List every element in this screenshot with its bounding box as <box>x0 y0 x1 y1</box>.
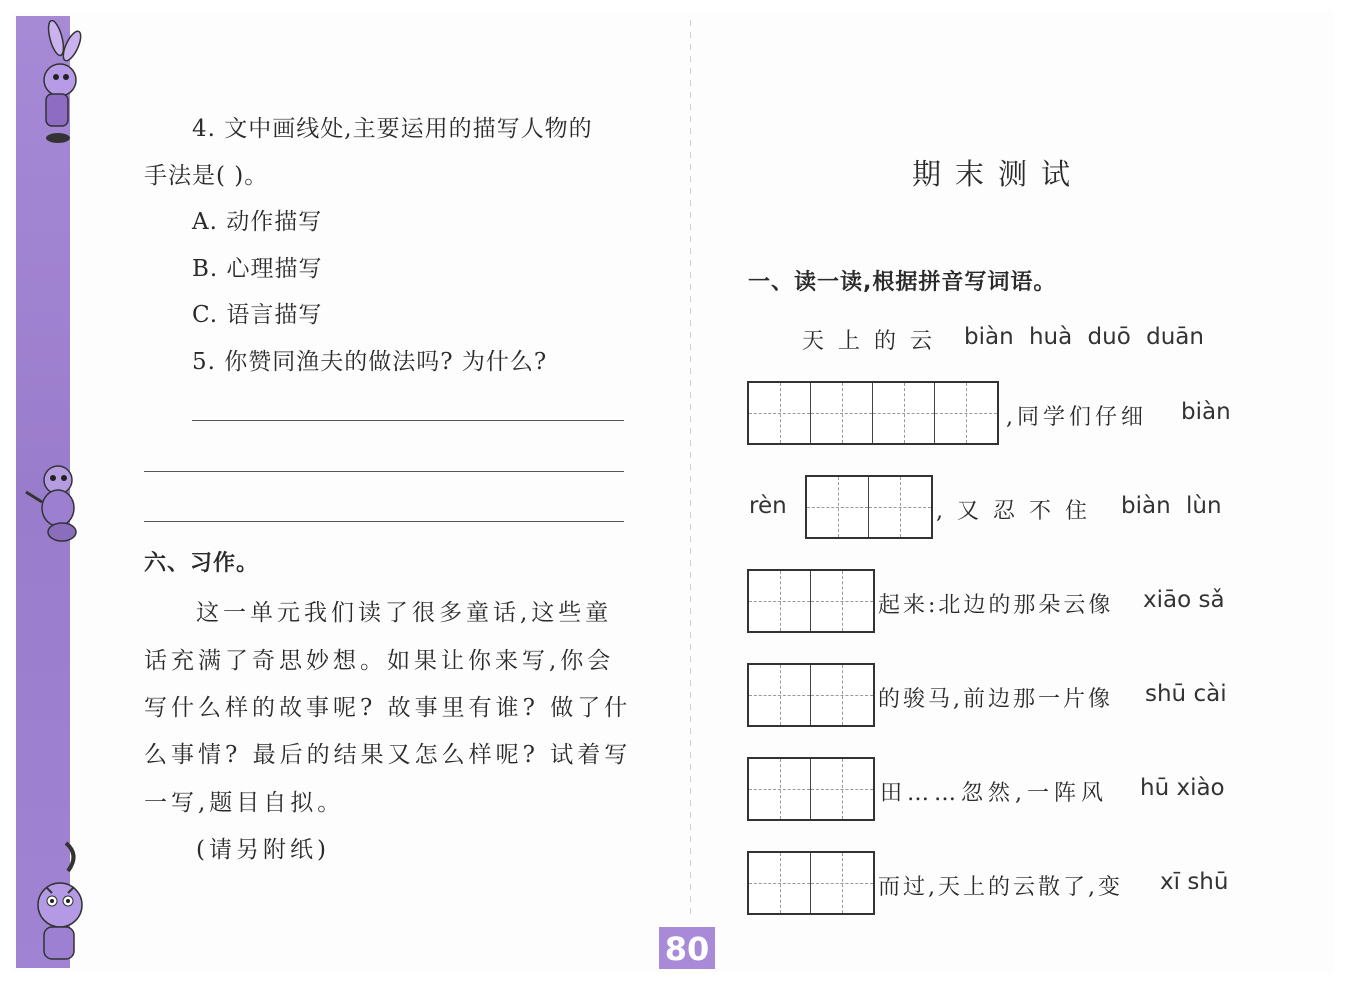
essay-line: 一写,题目自拟。 <box>144 790 345 816</box>
page-title: 期末测试 <box>912 157 1085 191</box>
pinyin-prompt: biàn lùn <box>1121 493 1222 519</box>
essay-line: 写什么样的故事呢? 故事里有谁? 做了什 <box>144 695 632 721</box>
pinyin-prompt: rèn <box>749 493 787 519</box>
grid-cell[interactable] <box>807 477 869 537</box>
question-5: 5. 你赞同渔夫的做法吗? 为什么? <box>192 349 548 375</box>
rabbit-sticker-icon <box>16 20 90 145</box>
sentence-text: 天上的云 <box>802 329 947 354</box>
answer-grid-4[interactable] <box>747 381 999 445</box>
sentence-text: 田……忽然,一阵风 <box>880 781 1108 806</box>
pinyin-prompt: xī shū <box>1160 869 1229 895</box>
tiger-sticker-icon <box>16 835 90 968</box>
section-1-heading: 一、读一读,根据拼音写词语。 <box>748 270 1057 295</box>
pinyin-prompt: biàn <box>1181 399 1231 425</box>
page-number-badge: 80 <box>659 927 715 969</box>
essay-line: 这一单元我们读了很多童话,这些童 <box>196 600 613 626</box>
answer-grid-2[interactable] <box>805 475 933 539</box>
grid-cell[interactable] <box>811 383 873 443</box>
section-6-heading: 六、习作。 <box>144 551 260 576</box>
answer-line <box>192 420 624 421</box>
grid-cell[interactable] <box>811 571 873 631</box>
answer-grid-2[interactable] <box>747 569 875 633</box>
essay-line: 话充满了奇思妙想。如果让你来写,你会 <box>144 648 615 674</box>
answer-grid-2[interactable] <box>747 663 875 727</box>
grid-cell[interactable] <box>811 759 873 819</box>
grid-cell[interactable] <box>749 759 811 819</box>
question-4-line-2: 手法是( )。 <box>144 163 269 189</box>
sentence-text: 的骏马,前边那一片像 <box>878 687 1113 712</box>
answer-line <box>144 471 624 472</box>
extra-paper-note: (请另附纸) <box>196 837 330 863</box>
answer-grid-2[interactable] <box>747 757 875 821</box>
answer-grid-2[interactable] <box>747 851 875 915</box>
essay-line: 么事情? 最后的结果又怎么样呢? 试着写 <box>144 742 632 768</box>
raccoon-sticker-icon <box>16 462 88 544</box>
sentence-text: ,又忍不住 <box>936 499 1101 524</box>
grid-cell[interactable] <box>811 665 873 725</box>
sentence-text: 而过,天上的云散了,变 <box>878 875 1123 900</box>
answer-line <box>144 521 624 522</box>
grid-cell[interactable] <box>749 853 811 913</box>
pinyin-prompt: xiāo sǎ <box>1143 587 1225 613</box>
grid-cell[interactable] <box>749 571 811 631</box>
grid-cell[interactable] <box>935 383 997 443</box>
option-a: A. 动作描写 <box>192 209 323 235</box>
option-c: C. 语言描写 <box>192 302 323 328</box>
pinyin-prompt: hū xiào <box>1140 775 1225 801</box>
grid-cell[interactable] <box>811 853 873 913</box>
grid-cell[interactable] <box>749 665 811 725</box>
pinyin-prompt: shū cài <box>1145 681 1227 707</box>
question-4-line-1: 4. 文中画线处,主要运用的描写人物的 <box>192 116 593 142</box>
grid-cell[interactable] <box>749 383 811 443</box>
grid-cell[interactable] <box>873 383 935 443</box>
page-background <box>12 12 1334 972</box>
sentence-text: ,同学们仔细 <box>1006 405 1147 430</box>
pinyin-prompt: biàn huà duō duān <box>964 324 1204 350</box>
page-fold-divider <box>690 20 691 920</box>
sentence-text: 起来:北边的那朵云像 <box>878 593 1114 618</box>
grid-cell[interactable] <box>869 477 931 537</box>
option-b: B. 心理描写 <box>192 256 323 282</box>
